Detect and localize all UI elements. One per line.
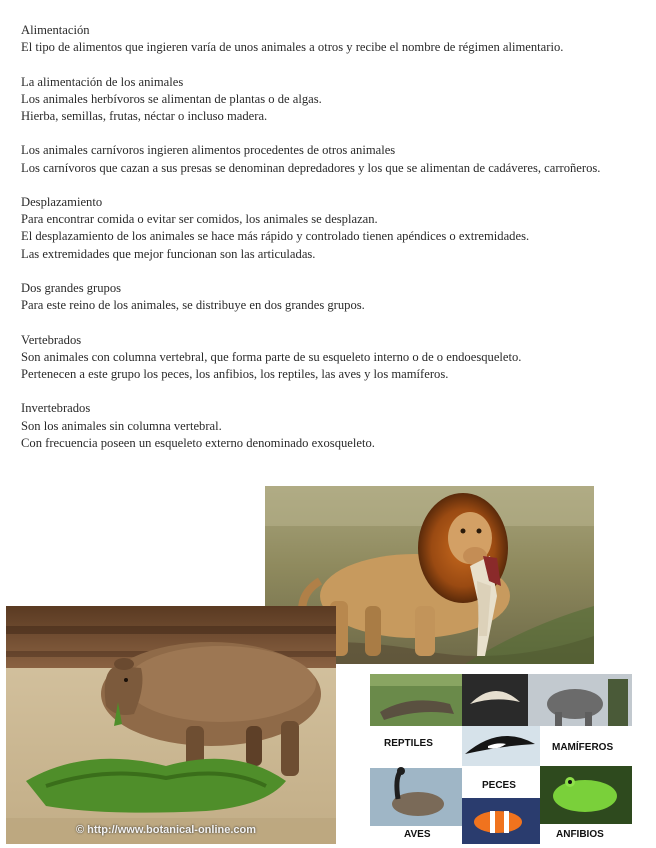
image-credit: © http://www.botanical-online.com (76, 824, 257, 836)
text-line: Para este reino de los animales, se distribuye en dos grandes grupos. (21, 298, 365, 313)
paragraph-carnivoros (21, 142, 641, 176)
heading: Vertebrados (21, 332, 82, 347)
paragraph-desplazamiento (21, 194, 641, 263)
heading: Los animales carnívoros ingieren alimentos procedentes de otros animales (21, 143, 396, 158)
document-text (21, 22, 641, 469)
text-line: Los carnívoros que cazan a sus presas se denominan depredadores y los que se alimentan de cadáveres, carroñeros. (21, 160, 601, 175)
heading: Desplazamiento (21, 194, 103, 209)
text-line: Para encontrar comida o evitar ser comidos, los animales se desplazan. (21, 212, 378, 227)
label-anfibios: ANFIBIOS (556, 829, 604, 840)
text-line: Hierba, semillas, frutas, néctar o incluso madera. (21, 109, 268, 123)
text-line: Pertenecen a este grupo los peces, los anfibios, los reptiles, las aves y los mamíferos. (21, 366, 449, 381)
text-line: Con frecuencia poseen un esqueleto externo denominado exosqueleto. (21, 435, 375, 450)
text-line: Las extremidades que mejor funcionan son las articuladas. (21, 246, 316, 261)
text-line: El desplazamiento de los animales se hace más rápido y controlado tienen apéndices o extremidades. (21, 229, 530, 244)
paragraph-vertebrados (21, 332, 641, 384)
text-line: Son los animales sin columna vertebral. (21, 418, 222, 433)
heading: Invertebrados (21, 401, 91, 416)
text-line: Son animales con columna vertebral, que forma parte de su esqueleto interno o de o endoesqueleto. (21, 349, 522, 364)
paragraph-invertebrados (21, 400, 641, 452)
capybara-photo (6, 606, 336, 844)
label-reptiles: REPTILES (384, 738, 433, 749)
heading: Dos grandes grupos (21, 280, 122, 295)
label-peces: PECES (482, 780, 516, 791)
vertebrates-collage (370, 674, 632, 844)
paragraph-herbivoros (21, 74, 641, 126)
label-aves: AVES (404, 829, 431, 840)
heading: Alimentación (21, 23, 90, 37)
heading: La alimentación de los animales (21, 74, 184, 89)
paragraph-alimentacion (21, 22, 641, 56)
text-line: El tipo de alimentos que ingieren varía de unos animales a otros y recibe el nombre de régimen alimentario. (21, 40, 564, 55)
text-line: Los animales herbívoros se alimentan de plantas o de algas. (21, 91, 322, 106)
paragraph-grupos (21, 280, 641, 314)
label-mamiferos: MAMÍFEROS (552, 742, 614, 753)
